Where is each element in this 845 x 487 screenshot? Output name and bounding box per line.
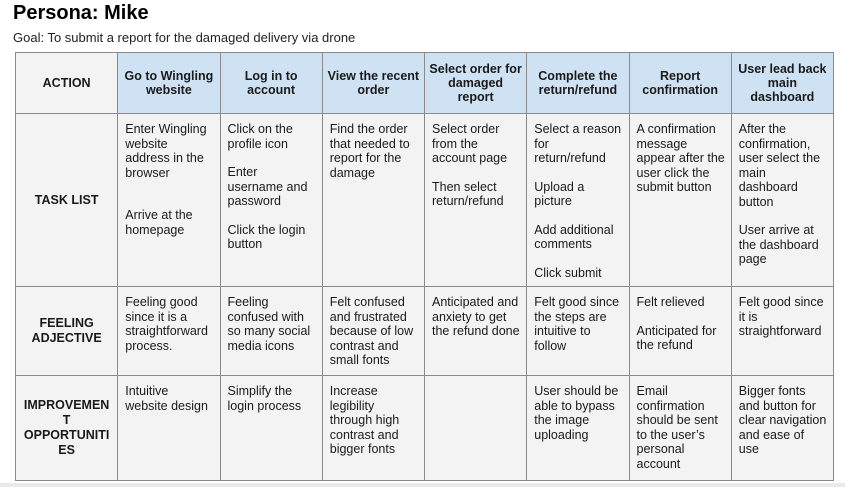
cell-text: Then select return/refund	[432, 179, 504, 208]
cell-text: Simplify the login process	[227, 384, 302, 413]
feeling-cell	[731, 287, 833, 376]
task-list-row	[16, 114, 834, 287]
cell-text: Click submit	[534, 265, 602, 280]
step-header: Report confirmation	[629, 53, 731, 114]
cell-text: Felt good since the steps are intuitive to follow	[534, 295, 620, 353]
improvement-cell	[322, 376, 424, 481]
task-cell	[629, 114, 731, 287]
feeling-cell	[629, 287, 731, 376]
improvement-cell	[629, 376, 731, 481]
label-line: T	[62, 413, 71, 427]
task-cell	[220, 114, 322, 287]
cell-text: Anticipated and anxiety to get the refund done	[432, 295, 520, 338]
action-header-row	[16, 53, 834, 114]
cell-text: User arrive at the dashboard page	[738, 223, 819, 266]
cell-text: Felt good since it is straightforward	[738, 295, 824, 338]
improvement-cell	[731, 376, 833, 481]
cell-text: A confirmation message appear after the user click the submit button	[636, 122, 725, 194]
task-cell	[731, 114, 833, 287]
journey-map-table	[15, 52, 834, 481]
cell-text: Feeling confused with so many social media icons	[227, 295, 311, 353]
feeling-cell	[527, 287, 629, 376]
cell-text: After the confirmation, user select the main dashboard button	[738, 122, 821, 209]
cell-text: Enter username and password	[227, 165, 308, 208]
step-header: Select order for damaged report	[425, 53, 527, 114]
cell-text: Email confirmation should be sent to the user’s personal account	[636, 384, 718, 471]
cell-text: Click the login button	[227, 222, 306, 251]
task-cell	[425, 114, 527, 287]
improvement-opportunities-row	[16, 376, 834, 481]
feeling-cell	[322, 287, 424, 376]
step-header: View the recent order	[322, 53, 424, 114]
label-line: IMPROVEMEN	[23, 398, 110, 412]
cell-text: Add additional comments	[534, 222, 614, 251]
cell-text: Arrive at the homepage	[125, 208, 193, 237]
task-cell	[527, 114, 629, 287]
cell-text: Select order from the account page	[432, 122, 508, 165]
bottom-edge-bar	[0, 483, 845, 487]
task-cell	[118, 114, 220, 287]
task-cell	[322, 114, 424, 287]
step-header: Log in to account	[220, 53, 322, 114]
cell-text: Feeling good since it is a straightforward process.	[125, 295, 208, 353]
improvement-cell	[220, 376, 322, 481]
goal-text: Goal: To submit a report for the damaged delivery via drone	[13, 30, 356, 45]
label-line: ES	[58, 443, 75, 457]
improvement-cell	[118, 376, 220, 481]
feeling-cell	[220, 287, 322, 376]
cell-text: Upload a picture	[534, 179, 585, 208]
cell-text: Select a reason for return/refund	[534, 122, 622, 165]
improvement-cell	[527, 376, 629, 481]
cell-text: User should be able to bypass the image uploading	[534, 384, 619, 442]
page-title: Persona: Mike	[13, 2, 149, 24]
cell-text: Anticipated for the refund	[636, 323, 717, 352]
row-label-feeling-adjective: FEELING ADJECTIVE	[16, 287, 118, 376]
cell-text: Bigger fonts and button for clear navigation and ease of use	[738, 384, 827, 456]
cell-text: Felt relieved	[636, 295, 705, 309]
feeling-cell	[118, 287, 220, 376]
cell-text: Click on the profile icon	[227, 122, 293, 151]
row-label-improvement-opportunities	[16, 376, 118, 481]
cell-text: Find the order that needed to report for the damage	[329, 122, 410, 180]
improvement-cell-empty	[425, 376, 527, 481]
cell-text: Felt confused and frustrated because of low contrast and small fonts	[329, 295, 414, 367]
cell-text: Intuitive website design	[125, 384, 208, 413]
feeling-cell	[425, 287, 527, 376]
step-header: User lead back main dashboard	[731, 53, 833, 114]
row-label-action: ACTION	[16, 53, 118, 114]
step-header: Complete the return/refund	[527, 53, 629, 114]
label-line: OPPORTUNITI	[23, 428, 110, 442]
cell-text: Increase legibility through high contrast and bigger fonts	[329, 384, 400, 456]
row-label-task-list: TASK LIST	[16, 114, 118, 287]
cell-text: Enter Wingling website address in the browser	[125, 122, 207, 180]
feeling-adjective-row	[16, 287, 834, 376]
step-header: Go to Wingling website	[118, 53, 220, 114]
